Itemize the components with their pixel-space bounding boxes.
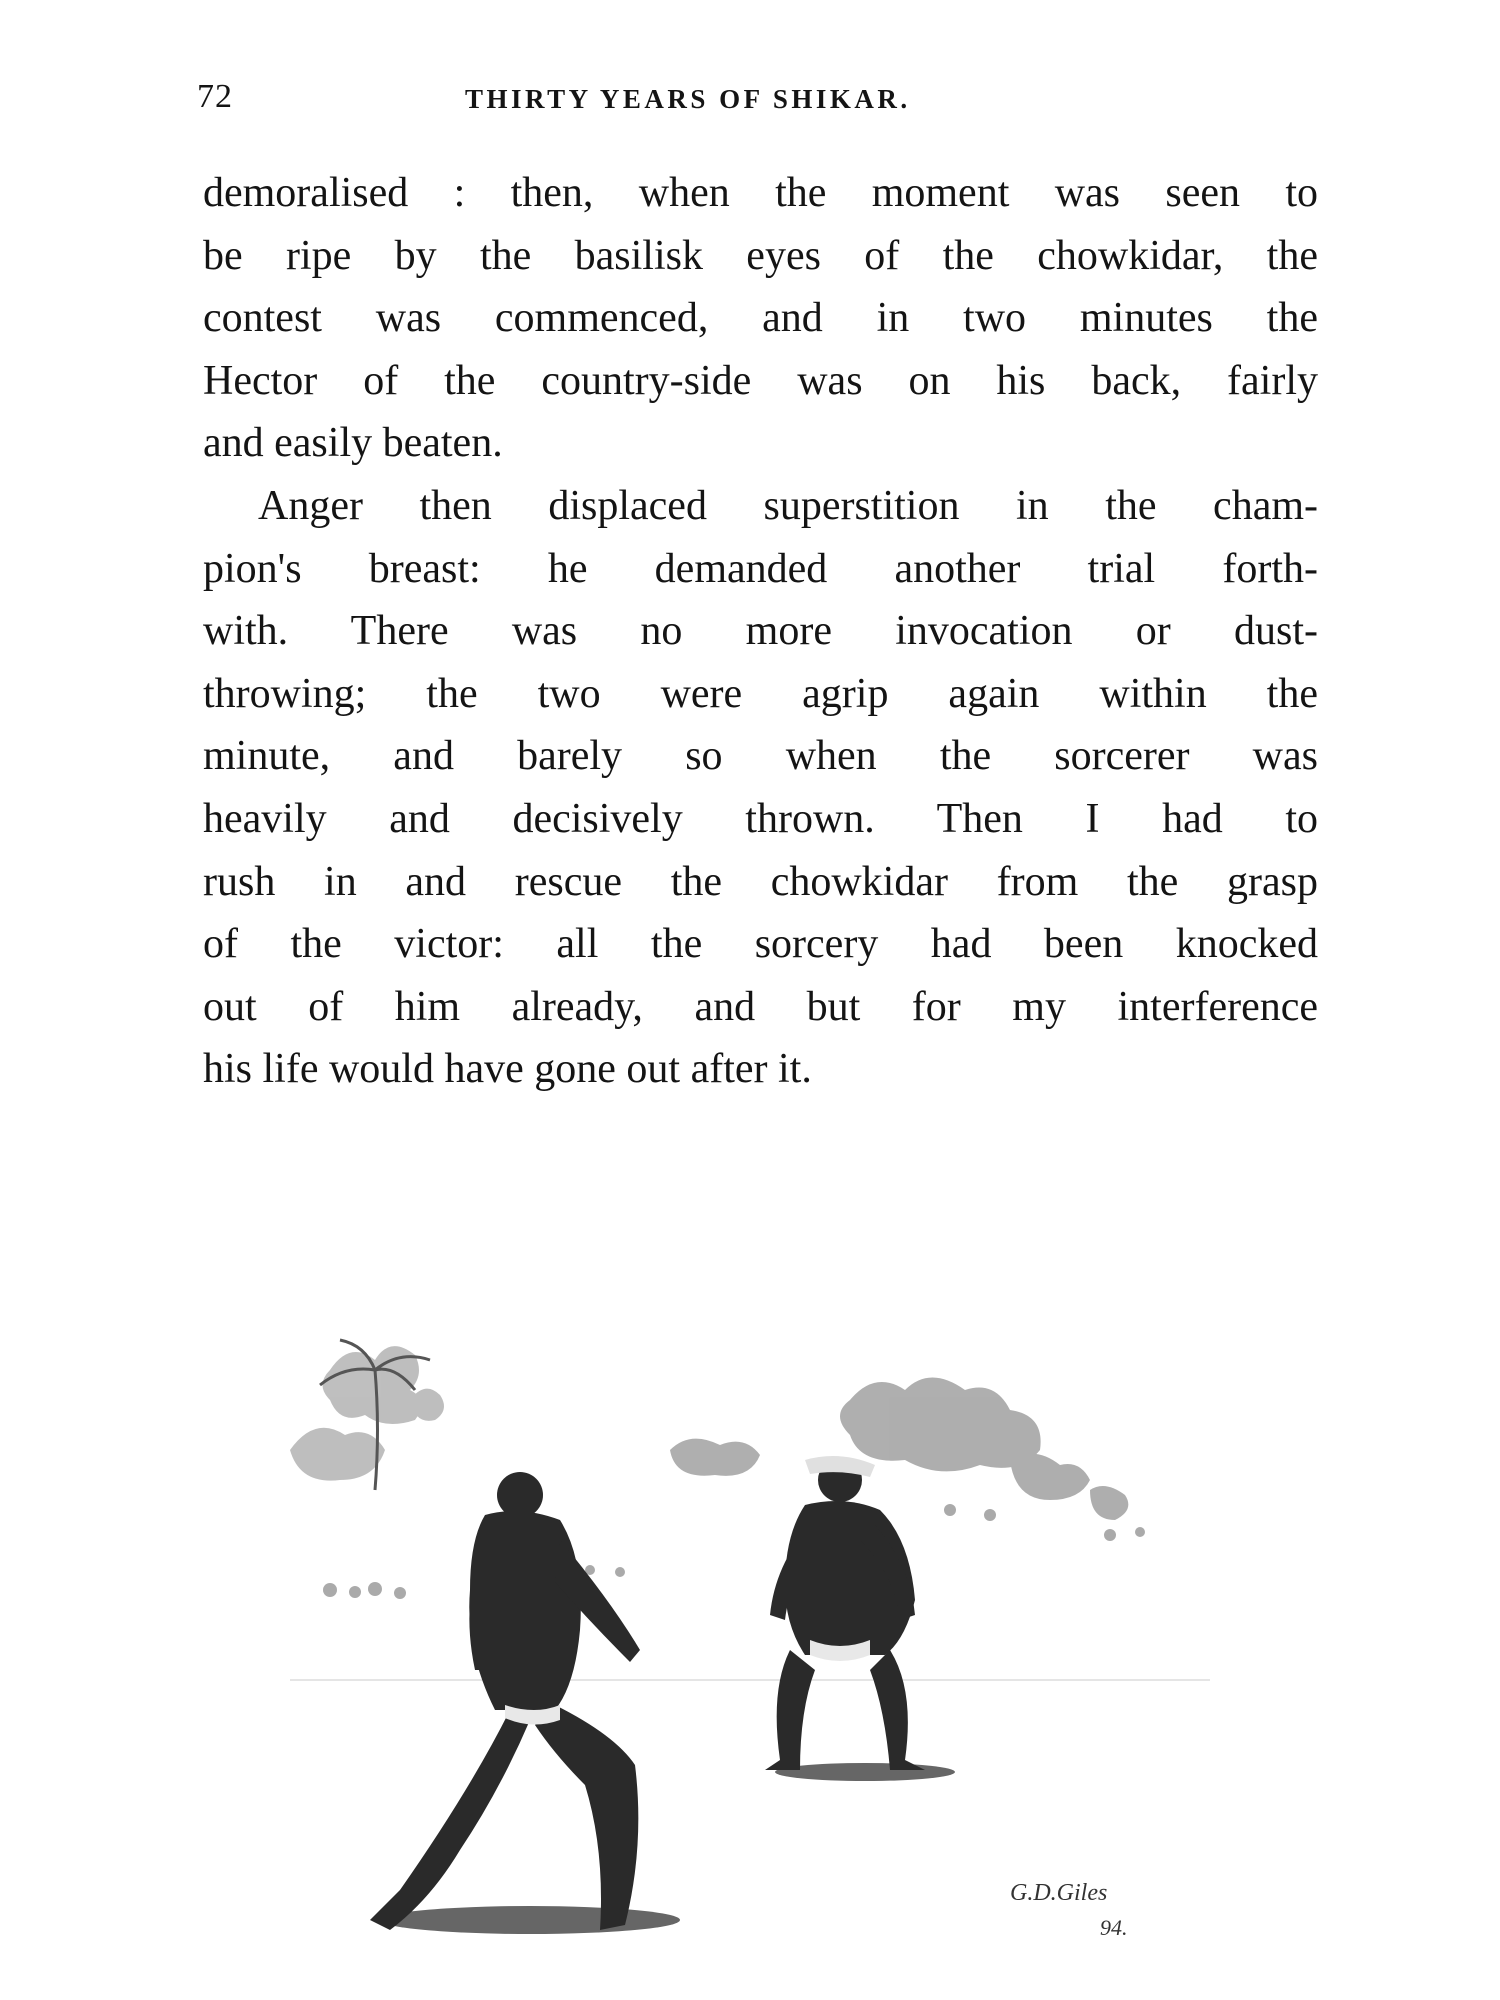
text-line: minute, and barely so when the sorcerer was bbox=[203, 733, 1318, 780]
text-line: heavily and decisively thrown. Then I had to bbox=[203, 795, 1318, 842]
foliage-right bbox=[670, 1378, 1128, 1521]
text-line: of the victor: all the sorcery had been knocked bbox=[203, 921, 1318, 968]
text-line: and easily beaten. bbox=[203, 420, 503, 467]
artist-signature: G.D.Giles bbox=[1010, 1880, 1108, 1906]
text-line: rush in and rescue the chowkidar from the grasp bbox=[203, 858, 1318, 905]
text-line: Anger then displaced superstition in the cham- bbox=[258, 482, 1318, 529]
text-line: pion's breast: he demanded another trial forth- bbox=[203, 545, 1318, 592]
text-line: with. There was no more invocation or dust- bbox=[203, 608, 1318, 655]
crowd bbox=[323, 1504, 1145, 1599]
wrestler-left bbox=[370, 1472, 640, 1930]
wrestlers-illustration bbox=[290, 1310, 1210, 1970]
text-line: his life would have gone out after it. bbox=[203, 1046, 812, 1093]
running-head: THIRTY YEARS OF SHIKAR. bbox=[465, 84, 911, 114]
text-line: demoralised : then, when the moment was seen to bbox=[203, 170, 1318, 216]
body-text bbox=[203, 162, 1318, 1101]
text-line: be ripe by the basilisk eyes of the chowkidar, the bbox=[203, 232, 1318, 279]
wrestler-right bbox=[765, 1456, 925, 1770]
text-line: out of him already, and but for my interference bbox=[203, 983, 1318, 1030]
shadows bbox=[380, 1763, 955, 1934]
text-line: throwing; the two were agrip again within the bbox=[203, 670, 1318, 717]
text-line: Hector of the country-side was on his back, fairly bbox=[203, 357, 1318, 404]
text-line: contest was commenced, and in two minutes the bbox=[203, 295, 1318, 342]
artist-signature-year: 94. bbox=[1100, 1915, 1128, 1940]
foliage-left bbox=[290, 1346, 444, 1481]
page-number: 72 bbox=[197, 78, 233, 115]
